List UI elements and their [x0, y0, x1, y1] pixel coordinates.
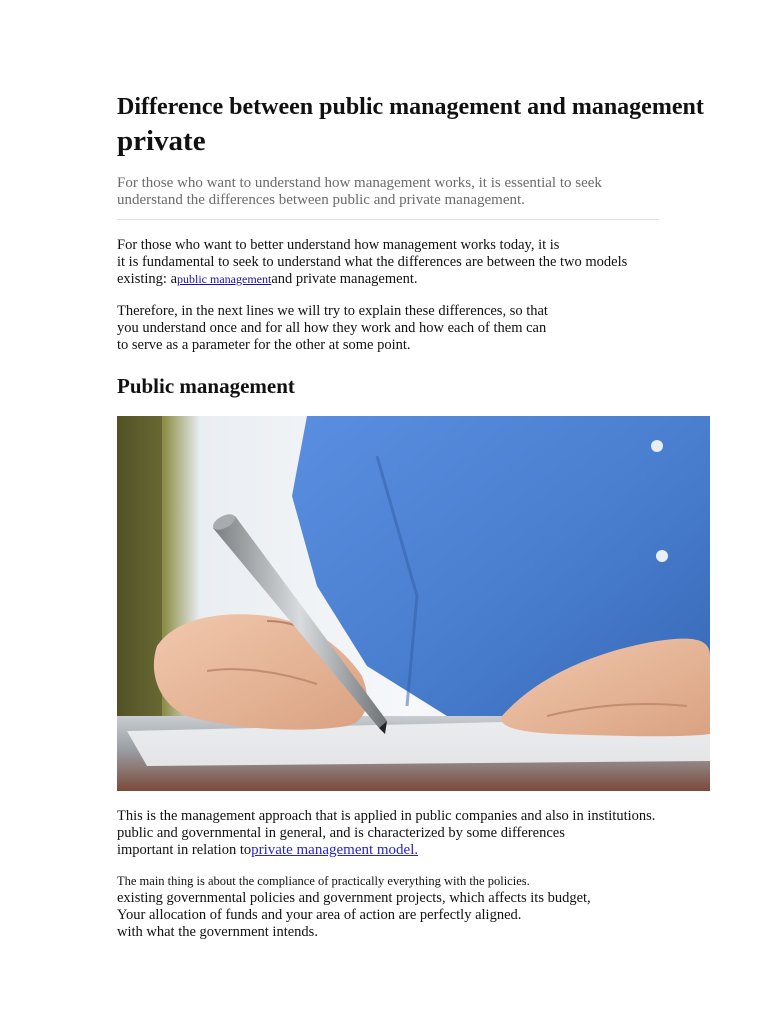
paragraph-line: public and governmental in general, and is characterized by some differences — [117, 824, 565, 841]
intro-text-after-link: and private management. — [271, 270, 418, 287]
paragraph-line: you understand once and for all how they work and how each of them can — [117, 319, 547, 336]
public-management-paragraph — [117, 808, 717, 859]
article-title-line2: private — [117, 125, 206, 158]
private-management-model-link[interactable]: private management model. — [251, 841, 419, 858]
public-management-link[interactable]: public management — [177, 271, 272, 286]
intro-paragraph — [117, 237, 717, 288]
intro-line — [117, 271, 717, 288]
policies-paragraph — [117, 873, 717, 941]
divider — [117, 219, 659, 220]
paragraph-line: to serve as a parameter for the other at some point. — [117, 336, 411, 353]
subtitle-line: understand the differences between public and private management. — [117, 191, 525, 208]
section-heading: Public management — [117, 373, 295, 398]
article-subtitle — [117, 175, 717, 209]
paragraph-line: This is the management approach that is applied in public companies and also in institutions. — [117, 807, 656, 824]
article-title-line1: Difference between public management and management — [117, 94, 704, 120]
article — [117, 92, 717, 941]
explanation-paragraph — [117, 303, 717, 354]
subtitle-line: For those who want to understand how management works, it is essential to seek — [117, 174, 602, 191]
paragraph-line: The main thing is about the compliance of practically everything with the policies. — [117, 873, 530, 888]
paragraph-line: Your allocation of funds and your area of action are perfectly aligned. — [117, 906, 522, 923]
text-before-link: important in relation to — [117, 841, 252, 858]
paragraph-line — [117, 842, 717, 859]
intro-text-before-link: existing: a — [117, 270, 178, 287]
paragraph-line: with what the government intends. — [117, 923, 318, 940]
paragraph-line: Therefore, in the next lines we will try to explain these differences, so that — [117, 302, 548, 319]
writing-hand-photo — [117, 416, 710, 791]
intro-line: For those who want to better understand how management works today, it is — [117, 236, 560, 253]
intro-line: it is fundamental to seek to understand what the differences are between the two models — [117, 253, 628, 270]
article-title — [117, 92, 717, 161]
paragraph-line: existing governmental policies and government projects, which affects its budget, — [117, 889, 591, 906]
